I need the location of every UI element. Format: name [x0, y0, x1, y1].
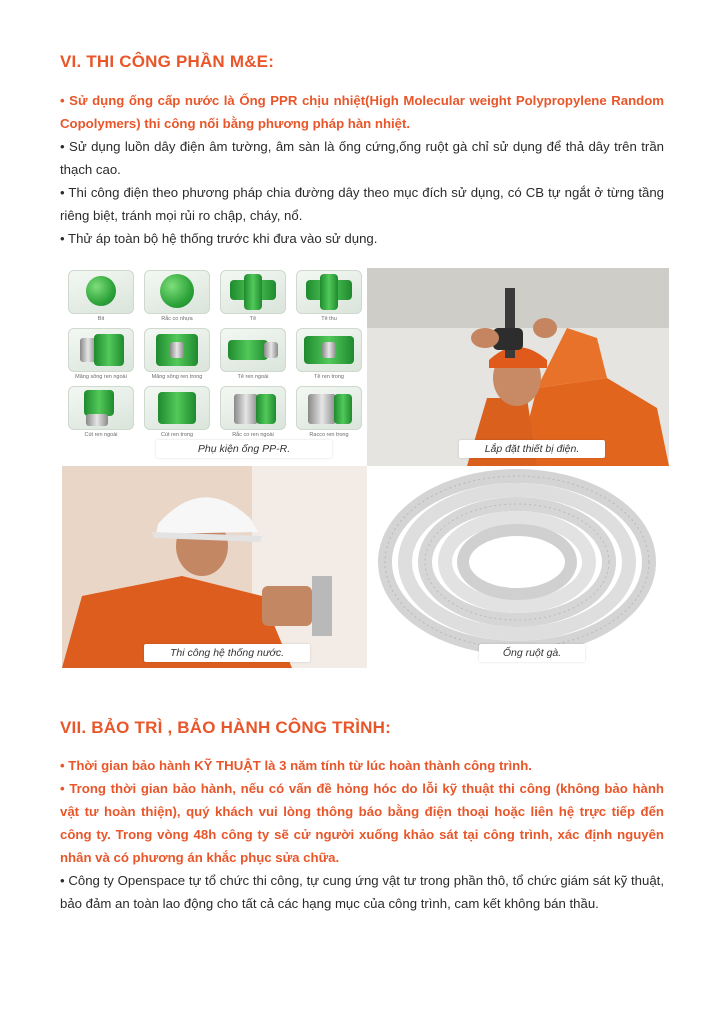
- conduit-coil-illustration: [367, 466, 669, 668]
- section-7-bullet-3: • Công ty Openspace tự tổ chức thi công, tự cung ứng vật tư trong phần thô, tổ chức giám sát kỹ thuật, bảo đảm an toàn lao động cho tất cả các hạng mục của công trình, cam kết không bán thầu.: [60, 873, 664, 911]
- water-caption: Thi công hệ thống nước.: [144, 644, 310, 662]
- section-6-title: VI. THI CÔNG PHẦN M&E:: [60, 52, 275, 71]
- section-7-bullet-2: • Trong thời gian bảo hành, nếu có vấn đề hỏng hóc do lỗi kỹ thuật thi công (không bảo hành vật tư hoàn thiện), quý khách vui lòng thông báo bằng điện thoại hoặc liên hệ trực tiếp đến công ty. Trong vòng 48h công ty sẽ cử người xuống khảo sát tại công trình, xác định nguyên nhân và có phương án khắc phục sửa chữa.: [60, 781, 664, 865]
- fitting-label: Tê: [249, 316, 257, 322]
- electrician-illustration: [367, 268, 669, 466]
- fitting-label: Cút ren trong: [160, 432, 194, 438]
- electrical-install-photo: [367, 268, 669, 466]
- fitting-cell: [144, 328, 210, 372]
- fitting-cell: [144, 386, 210, 430]
- section-7-title: VII. BẢO TRÌ , BẢO HÀNH CÔNG TRÌNH:: [60, 718, 391, 737]
- section-6-bullet-4: • Thử áp toàn bộ hệ thống trước khi đưa vào sử dụng.: [60, 231, 378, 246]
- electrical-caption: Lắp đặt thiết bị điện.: [459, 440, 605, 458]
- fitting-label: Măng sông ren trong: [151, 374, 203, 380]
- fitting-label: Tê ren ngoài: [237, 374, 269, 380]
- fitting-label: Rắc co ren ngoài: [232, 432, 274, 438]
- fitting-label: Rắc co nhựa: [161, 316, 193, 322]
- section-6-bullet-3: • Thi công điện theo phương pháp chia đường dây theo mục đích sử dụng, có CB tự ngắt ở từng tầng riêng biệt, tránh mọi rủi ro chập, cháy, nổ.: [60, 185, 664, 223]
- fitting-label: Cút ren ngoài: [84, 432, 118, 438]
- section-6-bullet-2: • Sử dụng luồn dây điện âm tường, âm sàn là ống cứng,ống ruột gà chỉ sử dụng để thả dây trên trần thạch cao.: [60, 139, 664, 177]
- fitting-cell: [220, 328, 286, 372]
- fitting-label: Tê ren trong: [314, 374, 344, 380]
- fitting-cell: [220, 386, 286, 430]
- conduit-pipe-photo: [367, 466, 669, 668]
- fitting-label: Tê thu: [321, 316, 337, 322]
- fitting-cell: [220, 270, 286, 314]
- fitting-cell: [144, 270, 210, 314]
- fitting-label: Bit: [97, 316, 105, 322]
- section-6-bullet-1: • Sử dụng ống cấp nước là Ống PPR chịu nhiệt(High Molecular weight Polypropylene Random Copolymers) thi công nối bằng phương pháp hàn nhiệt.: [60, 93, 664, 131]
- conduit-caption: Ống ruột gà.: [479, 644, 585, 662]
- section-7-bullet-1: • Thời gian bảo hành KỸ THUẬT là 3 năm tính từ lúc hoàn thành công trình.: [60, 758, 532, 773]
- fitting-cell: [296, 270, 362, 314]
- water-install-photo: [62, 466, 367, 668]
- ppr-fittings-photo: [62, 268, 367, 466]
- fitting-cell: [296, 328, 362, 372]
- fitting-cell: [68, 270, 134, 314]
- fitting-label: Racco ren trong: [309, 432, 349, 438]
- fittings-caption: Phụ kiện ống PP-R.: [156, 440, 332, 458]
- fitting-cell: [68, 386, 134, 430]
- fitting-label: Măng sông ren ngoài: [75, 374, 127, 380]
- plumber-illustration: [62, 466, 367, 668]
- fitting-cell: [296, 386, 362, 430]
- fitting-cell: [68, 328, 134, 372]
